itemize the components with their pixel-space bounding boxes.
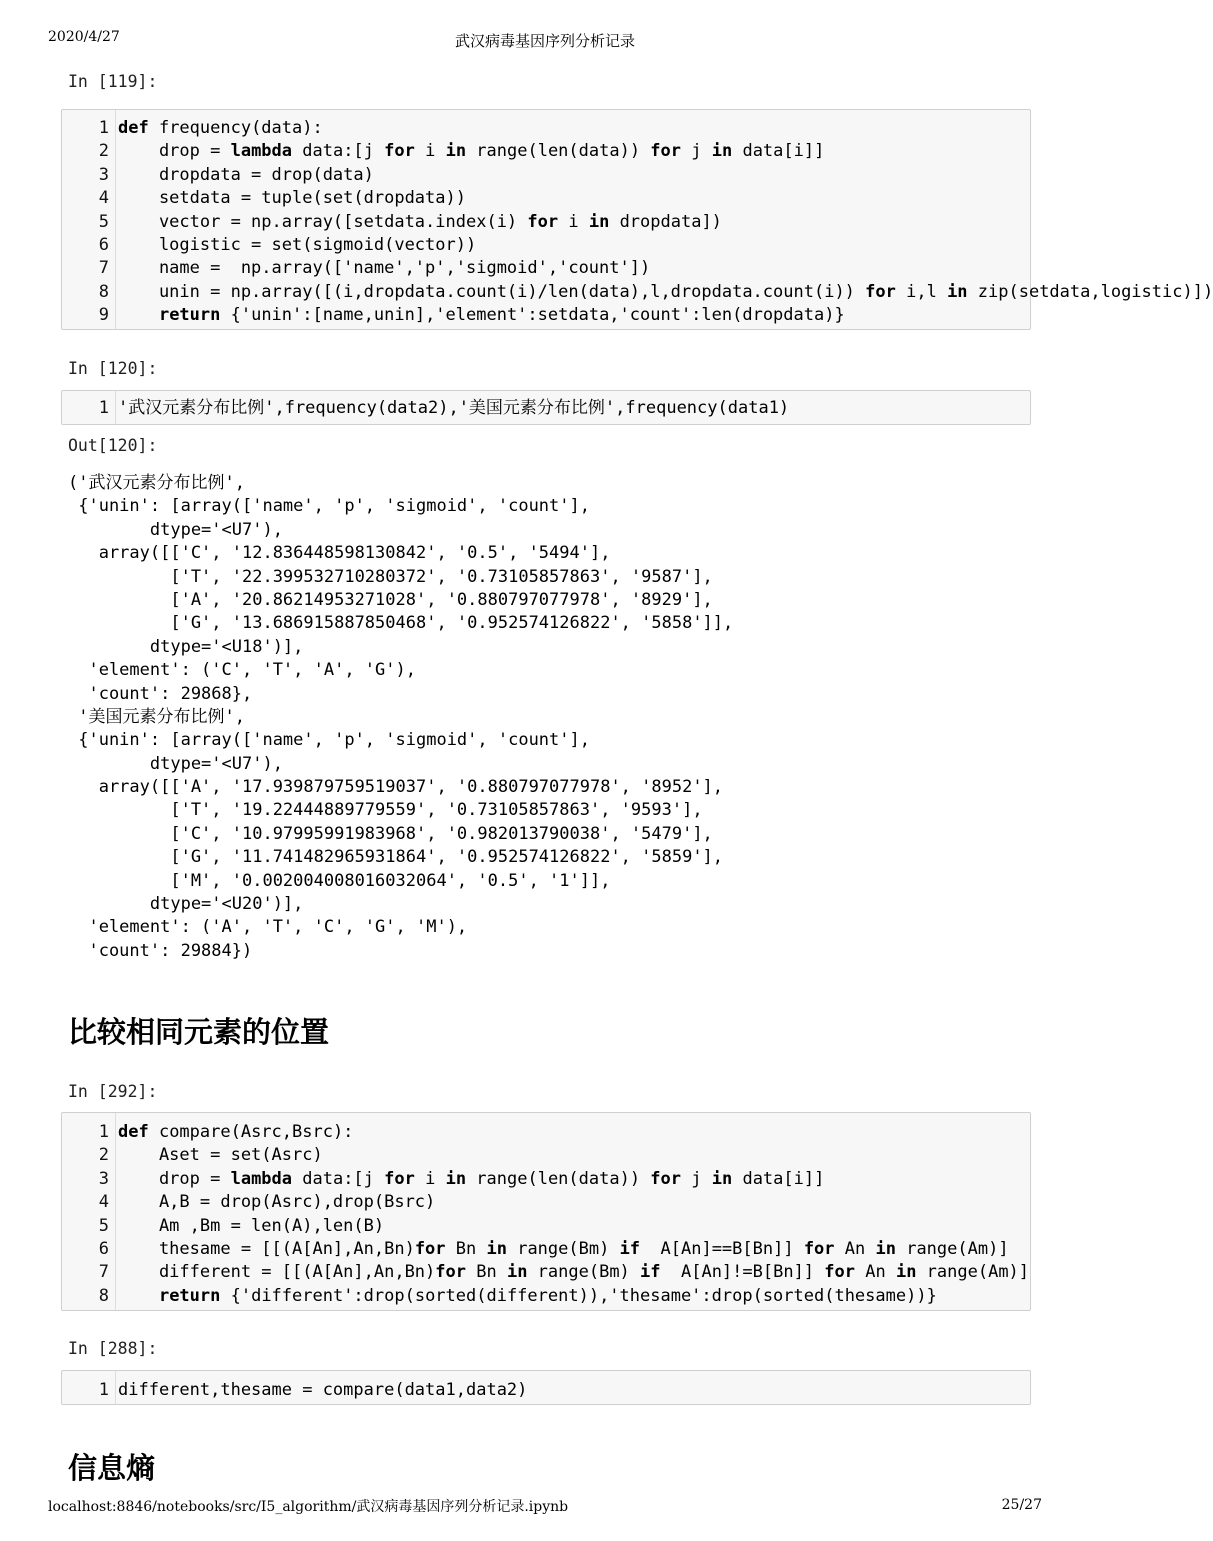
output-line: ['T', '22.399532710280372', '0.73105857863', '9587'], — [68, 566, 713, 587]
code-cell[interactable] — [61, 109, 1213, 330]
line-number: 2 — [98, 141, 109, 162]
line-number: 1 — [98, 1380, 109, 1400]
print-date: 2020/4/27 — [48, 29, 120, 45]
code-line[interactable] — [62, 1168, 1030, 1191]
code-line[interactable] — [62, 1144, 1030, 1167]
output-prompt: Out[120]: — [68, 436, 158, 455]
cell-output — [68, 472, 733, 963]
line-number: 6 — [98, 234, 109, 255]
output-line: dtype='<U20')], — [68, 894, 304, 915]
section-heading: 信息熵 — [68, 1451, 156, 1485]
code-cell[interactable] — [61, 390, 1031, 425]
code-text[interactable]: dropdata = drop(data) — [118, 164, 374, 185]
line-number: 7 — [98, 1262, 109, 1283]
code-text[interactable]: '武汉元素分布比例',frequency(data2),'美国元素分布比例',frequency(data1) — [118, 398, 790, 418]
code-line[interactable] — [62, 397, 1030, 420]
line-number: 4 — [98, 1192, 109, 1213]
code-text[interactable]: Am ,Bm = len(A),len(B) — [118, 1215, 385, 1236]
output-line: ['T', '19.22444889779559', '0.73105857863', '9593'], — [68, 800, 703, 821]
page-url: localhost:8846/notebooks/src/I5_algorithm/武汉病毒基因序列分析记录.ipynb — [48, 1499, 569, 1515]
code-line[interactable] — [62, 211, 1030, 234]
line-number: 3 — [98, 164, 109, 185]
code-text[interactable]: drop = lambda data:[j for i in range(len(data)) for j in data[i]] — [118, 141, 825, 162]
line-number: 1 — [98, 398, 109, 418]
output-line: dtype='<U18')], — [68, 636, 304, 657]
code-line[interactable] — [62, 1285, 1030, 1308]
code-line[interactable] — [62, 257, 1030, 280]
cell-prompt: In [119]: — [68, 72, 158, 91]
line-number: 1 — [98, 118, 109, 138]
code-line[interactable] — [62, 1238, 1030, 1261]
code-line[interactable] — [62, 164, 1030, 187]
page-title: 武汉病毒基因序列分析记录 — [454, 32, 635, 50]
code-line[interactable] — [62, 1191, 1030, 1214]
output-line: array([['C', '12.836448598130842', '0.5', '5494'], — [68, 543, 611, 564]
output-line: dtype='<U7'), — [68, 753, 283, 774]
output-line: 'count': 29884}) — [68, 940, 253, 961]
code-line[interactable] — [62, 187, 1030, 210]
code-cell[interactable] — [61, 1112, 1031, 1311]
code-text[interactable]: def compare(Asrc,Bsrc): — [118, 1122, 354, 1142]
code-line[interactable] — [62, 117, 1030, 140]
output-line: 'element': ('C', 'T', 'A', 'G'), — [68, 660, 416, 681]
output-line: dtype='<U7'), — [68, 519, 283, 540]
code-text[interactable]: name = np.array(['name','p','sigmoid','count']) — [118, 258, 651, 279]
output-line: ['G', '11.741482965931864', '0.952574126822', '5859'], — [68, 847, 724, 868]
section-heading: 比较相同元素的位置 — [68, 1015, 330, 1049]
code-text[interactable]: Aset = set(Asrc) — [118, 1145, 323, 1166]
output-line: ('武汉元素分布比例', — [68, 473, 245, 493]
line-number: 8 — [98, 1285, 109, 1306]
output-line: ['A', '20.86214953271028', '0.880797077978', '8929'], — [68, 589, 713, 610]
code-text[interactable]: different = [[(A[An],An,Bn)for Bn in range(Bm) if A[An]!=B[Bn]] for An in range(Am)] — [118, 1262, 1030, 1283]
line-number: 3 — [98, 1168, 109, 1189]
code-line[interactable] — [62, 1261, 1030, 1284]
code-line[interactable] — [62, 1215, 1030, 1238]
code-text[interactable]: return {'unin':[name,unin],'element':setdata,'count':len(dropdata)} — [158, 305, 845, 326]
code-line[interactable] — [62, 140, 1030, 163]
output-line: array([['A', '17.939879759519037', '0.880797077978', '8952'], — [68, 777, 724, 798]
line-number: 1 — [98, 1122, 109, 1142]
line-number: 6 — [98, 1238, 109, 1259]
cell-prompt: In [120]: — [68, 359, 158, 378]
code-text[interactable]: def frequency(data): — [118, 118, 323, 138]
output-line: {'unin': [array(['name', 'p', 'sigmoid', 'count'], — [68, 496, 590, 517]
output-line: ['G', '13.686915887850468', '0.952574126822', '5858']], — [68, 613, 734, 634]
line-number: 7 — [98, 258, 109, 279]
code-text[interactable]: drop = lambda data:[j for i in range(len(data)) for j in data[i]] — [118, 1168, 825, 1189]
line-number: 8 — [98, 281, 109, 302]
code-text[interactable]: vector = np.array([setdata.index(i) for i in dropdata]) — [118, 211, 722, 232]
code-text[interactable]: logistic = set(sigmoid(vector)) — [118, 234, 477, 255]
output-line: 'count': 29868}, — [68, 683, 253, 704]
code-text[interactable]: unin = np.array([(i,dropdata.count(i)/len(data),l,dropdata.count(i)) for i,l in zip(setdata,logistic)]) — [118, 281, 1213, 302]
line-number: 5 — [98, 1215, 109, 1236]
output-line: ['M', '0.002004008016032064', '0.5', '1']], — [68, 870, 611, 891]
line-number: 2 — [98, 1145, 109, 1166]
code-line[interactable] — [62, 1121, 1030, 1144]
code-line[interactable] — [62, 234, 1030, 257]
code-text[interactable]: A,B = drop(Asrc),drop(Bsrc) — [118, 1192, 436, 1213]
code-cell[interactable] — [61, 1370, 1031, 1405]
output-line: {'unin': [array(['name', 'p', 'sigmoid', 'count'], — [68, 730, 590, 751]
line-number: 9 — [98, 305, 109, 326]
line-number: 4 — [98, 188, 109, 209]
code-text[interactable]: thesame = [[(A[An],An,Bn)for Bn in range(Bm) if A[An]==B[Bn]] for An in range(Am)] — [118, 1238, 1009, 1259]
line-number: 5 — [98, 211, 109, 232]
code-text[interactable]: different,thesame = compare(data1,data2) — [118, 1380, 528, 1400]
code-line[interactable] — [62, 1379, 1030, 1402]
output-line: ['C', '10.97995991983968', '0.982013790038', '5479'], — [68, 823, 713, 844]
code-text[interactable]: return {'different':drop(sorted(different)),'thesame':drop(sorted(thesame))} — [158, 1285, 937, 1306]
code-text[interactable]: setdata = tuple(set(dropdata)) — [118, 188, 466, 209]
cell-prompt: In [288]: — [68, 1339, 158, 1358]
output-line: 'element': ('A', 'T', 'C', 'G', 'M'), — [68, 917, 468, 938]
cell-prompt: In [292]: — [68, 1082, 158, 1101]
code-line[interactable] — [62, 281, 1213, 304]
code-line[interactable] — [62, 304, 1030, 327]
output-line: '美国元素分布比例', — [68, 706, 245, 727]
page-number: 25/27 — [1001, 1497, 1042, 1513]
